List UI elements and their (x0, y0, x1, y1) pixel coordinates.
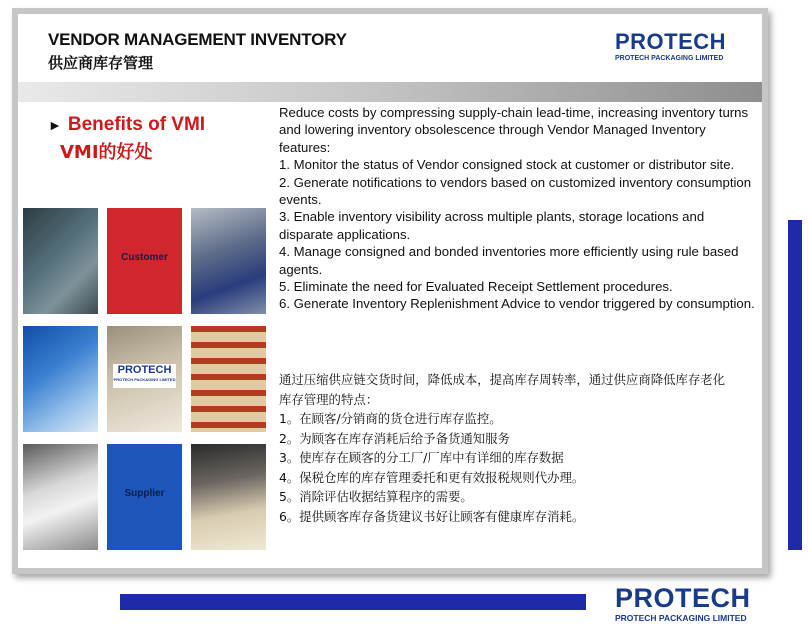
english-item: 2. Generate notifications to vendors based on customized inventory consumption events. (279, 174, 752, 208)
photo-tile-logo-box (107, 326, 182, 432)
benefits-heading-text: Benefits of VMI (67, 114, 206, 135)
footer-logo-subtitle: PROTECH PACKAGING LIMITED (615, 613, 747, 623)
photo-tile-warehouse-racks (191, 326, 266, 432)
english-intro: Reduce costs by compressing supply-chain lead-time, increasing inventory turns and lowering inventory obsolescence through Vendor Managed Inventory features: (279, 105, 749, 155)
footer-logo-name: PROTECH (615, 583, 751, 613)
chinese-item: 3。使库存在顾客的分工厂/厂库中有详细的库存数据 (279, 450, 564, 465)
right-accent-bar (788, 220, 802, 550)
chinese-item: 5。消除评估收据结算程序的需要。 (279, 489, 473, 504)
customer-tile-label: Customer (121, 252, 168, 263)
benefits-heading-chinese: VMI的好处 (60, 142, 153, 163)
logo-subtitle: PROTECH PACKAGING LIMITED (615, 55, 724, 62)
body-text-chinese (279, 370, 759, 526)
photo-tile-factory (23, 208, 98, 314)
slide (18, 14, 762, 568)
chinese-item: 4。保税仓库的库存管理委托和更有效报税规则代办理。 (279, 469, 585, 485)
photo-tile-cartons (191, 444, 266, 550)
header-gradient-bar (18, 82, 762, 102)
english-item: 6. Generate Inventory Replenishment Advice to vendor triggered by consumption. (279, 296, 755, 312)
bottom-accent-bar (120, 594, 586, 610)
supplier-tile-label: Supplier (124, 488, 165, 499)
chinese-item: 1。在顾客/分销商的货仓进行库存监控。 (279, 411, 502, 426)
tile-logo-name: PROTECH (117, 364, 172, 376)
english-item: 4. Manage consigned and bonded inventories more efficiently using rule based agents. (279, 244, 739, 277)
tile-protech-logo (113, 364, 176, 388)
photo-tile-workers (191, 208, 266, 314)
footer-protech-logo (615, 585, 751, 623)
english-item: 1. Monitor the status of Vendor consigned stock at customer or distributor site. (279, 157, 735, 173)
english-item: 5. Eliminate the need for Evaluated Receipt Settlement procedures. (279, 279, 673, 295)
customer-tile (107, 208, 182, 314)
benefits-heading (48, 114, 205, 136)
protech-logo (615, 31, 726, 62)
body-text-english (279, 104, 759, 313)
chinese-item: 6。提供顾客库存备货建议书好让顾客有健康库存消耗。 (279, 508, 585, 524)
slide-title-chinese: 供应商库存管理 (48, 54, 154, 72)
chinese-item: 2。为顾客在库存消耗后给予备货通知服务 (279, 430, 510, 446)
slide-title: VENDOR MANAGEMENT INVENTORY (48, 30, 347, 49)
chinese-intro: 通过压缩供应链交货时间，降低成本，提高库存周转率，通过供应商降低库存老化 (279, 372, 726, 387)
photo-tile-blue-abstract (23, 326, 98, 432)
supplier-tile (107, 444, 182, 550)
english-item: 3. Enable inventory visibility across multiple plants, storage locations and disparate applications. (279, 209, 705, 242)
chinese-features-heading: 库存管理的特点： (279, 391, 379, 407)
photo-tile-machine (23, 444, 98, 550)
tile-logo-subtitle: PROTECH PACKAGING LIMITED (113, 377, 176, 382)
logo-name: PROTECH (615, 29, 727, 54)
triangle-bullet-icon: ► (48, 117, 62, 133)
